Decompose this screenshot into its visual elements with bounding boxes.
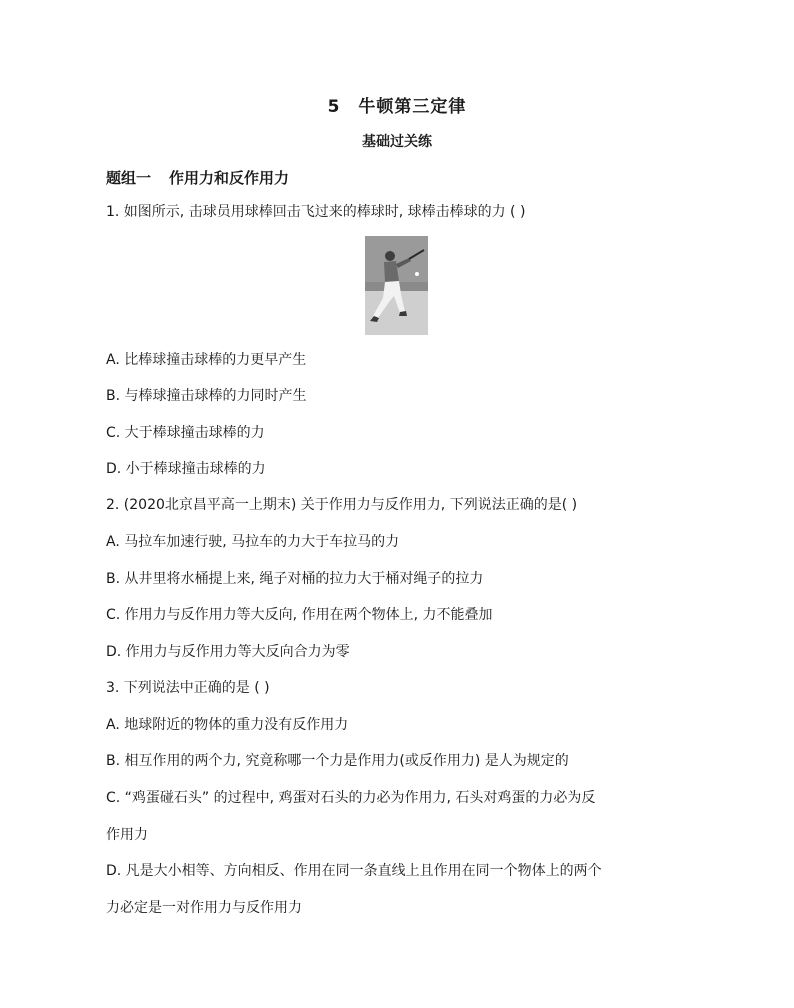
question-2-option-d: D. 作用力与反作用力等大反向合力为零	[106, 644, 350, 660]
question-2-option-a: A. 马拉车加速行驶, 马拉车的力大于车拉马的力	[106, 534, 400, 550]
question-group-heading	[106, 167, 289, 188]
question-1-option-c: C. 大于棒球撞击球棒的力	[106, 425, 265, 441]
question-3-option-c-continued: 作用力	[106, 827, 148, 843]
group-name: 作用力和反作用力	[169, 169, 290, 187]
question-2-option-c: C. 作用力与反作用力等大反向, 作用在两个物体上, 力不能叠加	[106, 607, 493, 623]
chapter-number: 5	[327, 97, 341, 117]
question-3-option-a: A. 地球附近的物体的重力没有反作用力	[106, 717, 349, 733]
question-3-option-d-continued: 力必定是一对作用力与反作用力	[106, 900, 302, 916]
question-1-option-a: A. 比棒球撞击球棒的力更早产生	[106, 352, 307, 368]
question-2-stem: 2. (2020北京昌平高一上期末) 关于作用力与反作用力, 下列说法正确的是( )	[106, 497, 578, 513]
page-title	[0, 92, 794, 117]
question-3-stem: 3. 下列说法中正确的是 ( )	[106, 680, 270, 696]
section-subtitle: 基础过关练	[362, 134, 432, 150]
group-label: 题组一	[106, 169, 152, 187]
question-3-option-d: D. 凡是大小相等、方向相反、作用在同一条直线上且作用在同一个物体上的两个	[106, 863, 602, 879]
question-1-stem: 1. 如图所示, 击球员用球棒回击飞过来的棒球时, 球棒击棒球的力 ( )	[106, 204, 526, 220]
question-2-option-b: B. 从井里将水桶提上来, 绳子对桶的拉力大于桶对绳子的拉力	[106, 571, 484, 587]
question-1-option-d: D. 小于棒球撞击球棒的力	[106, 461, 266, 477]
question-1-option-b: B. 与棒球撞击球棒的力同时产生	[106, 388, 307, 404]
baseball-batter-photo	[365, 236, 428, 335]
question-3-option-c: C. “鸡蛋碰石头” 的过程中, 鸡蛋对石头的力必为作用力, 石头对鸡蛋的力必为反	[106, 790, 596, 806]
chapter-title: 牛顿第三定律	[358, 97, 467, 117]
question-3-option-b: B. 相互作用的两个力, 究竟称哪一个力是作用力(或反作用力) 是人为规定的	[106, 753, 569, 769]
